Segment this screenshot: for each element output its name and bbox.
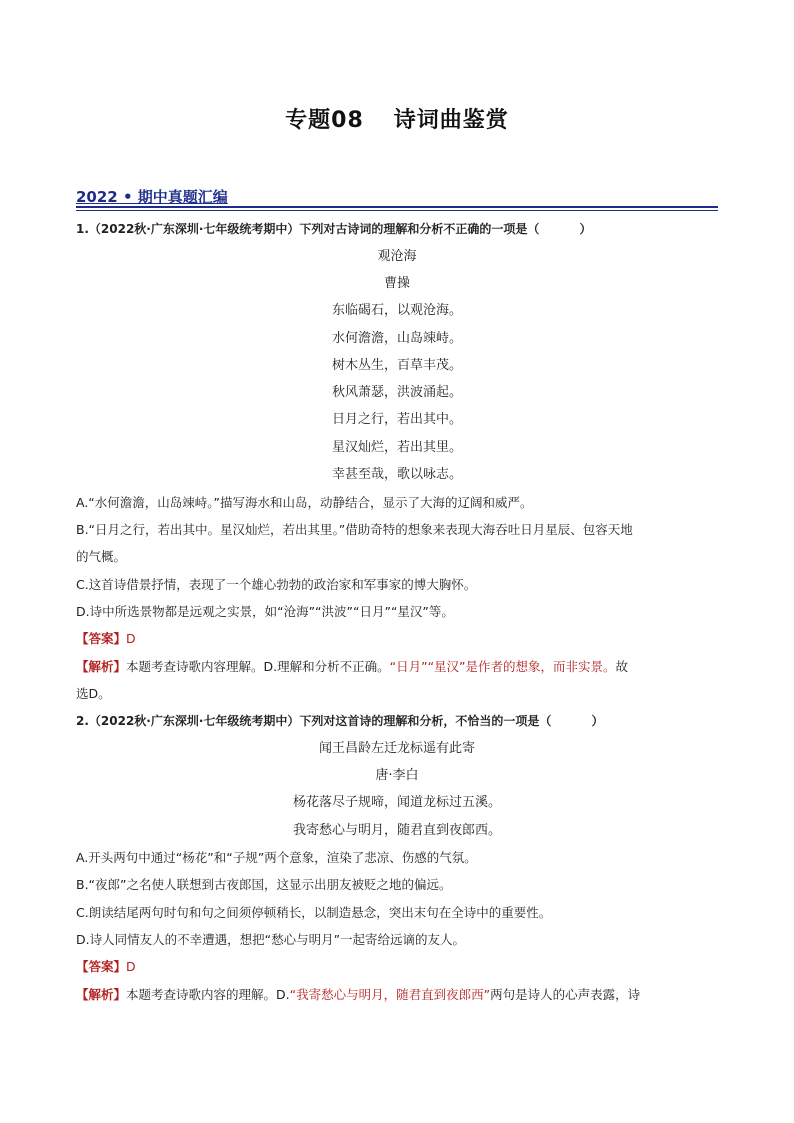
q1-poem-line: 秋风萧瑟，洪波涌起。 <box>331 385 462 400</box>
q1-option-b: B.“日月之行，若出其中。星汉灿烂，若出其里。”借助奇特的想象来表现大海吞吐日月星辰、包容天地 <box>76 522 633 537</box>
q2-option-d: D.诗人同情友人的不幸遭遇，想把“愁心与明月”一起寄给远谪的友人。 <box>76 932 466 947</box>
q2-poem-title: 闻王昌龄左迁龙标遥有此寄 <box>318 741 475 756</box>
q1-option-c: C.这首诗借景抒情，表现了一个雄心勃勃的政治家和军事家的博大胸怀。 <box>76 577 477 592</box>
q2-analysis: 【解析】本题考查诗歌内容的理解。D.“我寄愁心与明月，随君直到夜郎西”两句是诗人的心声表露，诗 <box>76 987 641 1002</box>
title-topic-name: 诗词曲鉴赏 <box>393 108 509 133</box>
q1-poem-title: 观沧海 <box>377 249 417 264</box>
question-1-stem: 1.（2022秋·广东深圳·七年级统考期中）下列对古诗词的理解和分析不正确的一项是（ ） <box>76 222 592 236</box>
q2-option-b: B.“夜郎”之名使人联想到古夜郎国，这显示出朋友被贬之地的偏远。 <box>76 877 452 892</box>
q1-poem-line: 水何澹澹，山岛竦峙。 <box>331 331 462 346</box>
q2-poem-author: 唐·李白 <box>375 768 419 783</box>
section-rule <box>76 206 718 208</box>
section-heading: 2022 • 期中真题汇编 <box>76 188 228 206</box>
q1-option-a: A.“水何澹澹，山岛竦峙。”描写海水和山岛，动静结合，显示了大海的辽阔和威严。 <box>76 495 533 510</box>
q1-poem-line: 树木丛生，百草丰茂。 <box>331 358 462 373</box>
q1-option-d: D.诗中所选景物都是远观之实景，如“沧海”“洪波”“日月”“星汉”等。 <box>76 604 454 619</box>
q2-option-c: C.朗读结尾两句时句和句之间须停顿稍长，以制造悬念，突出末句在全诗中的重要性。 <box>76 905 552 920</box>
q1-analysis-continued: 选D。 <box>76 686 111 701</box>
q1-option-b-continued: 的气概。 <box>76 549 127 564</box>
page-title <box>0 103 794 134</box>
q2-option-a: A.开头两句中通过“杨花”和“子规”两个意象，渲染了悲凉、伤感的气氛。 <box>76 850 477 865</box>
q1-analysis: 【解析】本题考查诗歌内容理解。D.理解和分析不正确。“日月”“星汉”是作者的想象，而非实景。故 <box>76 659 629 674</box>
q1-answer: 【答案】D <box>76 631 136 646</box>
q2-poem-line: 杨花落尽子规啼，闻道龙标过五溪。 <box>292 795 501 810</box>
q1-poem-line: 日月之行，若出其中。 <box>331 412 462 427</box>
q1-poem-line: 幸甚至哉，歌以咏志。 <box>331 467 462 482</box>
q2-poem-line: 我寄愁心与明月，随君直到夜郎西。 <box>292 823 501 838</box>
title-topic-number: 专题08 <box>285 108 364 133</box>
q1-poem-line: 东临碣石，以观沧海。 <box>331 303 462 318</box>
q1-poem-author: 曹操 <box>383 276 410 291</box>
q2-answer: 【答案】D <box>76 959 136 974</box>
q1-poem-line: 星汉灿烂，若出其里。 <box>331 440 462 455</box>
question-2-stem: 2.（2022秋·广东深圳·七年级统考期中）下列对这首诗的理解和分析，不恰当的一项是（ ） <box>76 714 604 728</box>
section-rule-thin <box>76 210 718 211</box>
